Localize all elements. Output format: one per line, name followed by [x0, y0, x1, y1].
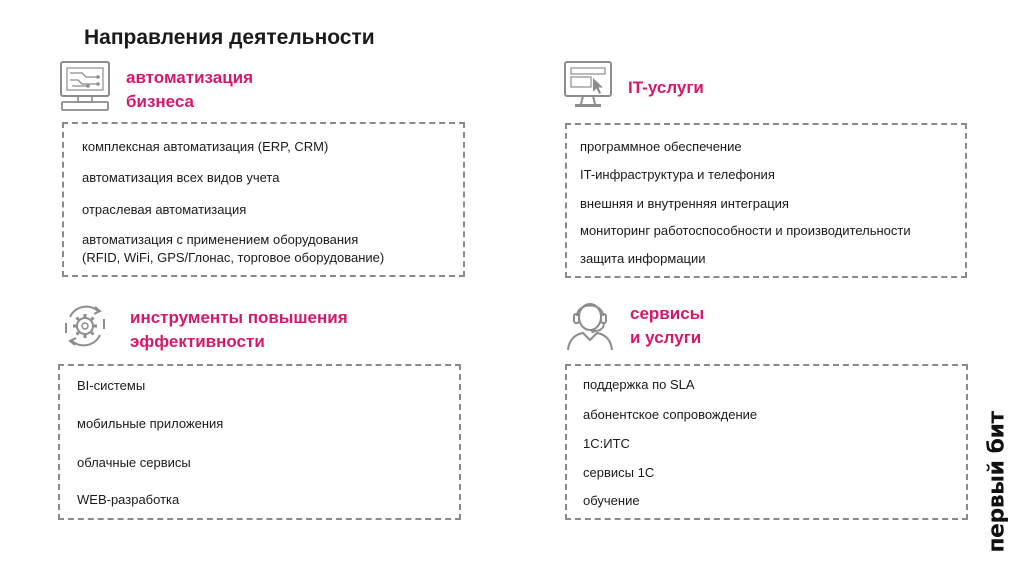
headset-operator-icon: [563, 296, 617, 352]
list-item: (RFID, WiFi, GPS/Глонас, торговое оборудование): [82, 250, 385, 265]
section-title-line: эффективности: [130, 332, 265, 351]
list-item: комплексная автоматизация (ERP, CRM): [82, 139, 329, 154]
list-item: абонентское сопровождение: [583, 407, 758, 422]
list-item: внешняя и внутренняя интеграция: [580, 196, 789, 211]
list-item: IT-инфраструктура и телефония: [580, 167, 775, 182]
list-item: автоматизация всех видов учета: [82, 170, 280, 185]
list-item: автоматизация с применением оборудования: [82, 232, 359, 247]
list-item: 1С:ИТС: [583, 436, 630, 451]
brand-logo: [982, 412, 1012, 552]
support-box: [565, 364, 968, 520]
section-title-line: бизнеса: [126, 92, 195, 111]
list-item: облачные сервисы: [77, 455, 191, 470]
list-item: программное обеспечение: [580, 139, 742, 154]
section-title-line: сервисы: [630, 304, 705, 323]
list-item: отраслевая автоматизация: [82, 202, 247, 217]
logo-text: первый бит: [984, 411, 1010, 553]
efficiency-box: [58, 364, 461, 520]
section-title-automation: [126, 66, 253, 114]
it-services-box: [565, 123, 967, 278]
gear-cycle-icon: [60, 301, 110, 351]
section-title-support: [630, 302, 704, 350]
section-title-it-services: [628, 76, 704, 100]
list-item: WEB-разработка: [77, 492, 180, 507]
automation-box: [62, 122, 465, 277]
section-title-line: автоматизация: [126, 68, 254, 87]
list-item: мобильные приложения: [77, 416, 224, 431]
section-title-efficiency: [130, 306, 348, 354]
list-item: поддержка по SLA: [583, 377, 695, 392]
list-item: BI-системы: [77, 378, 146, 393]
monitor-cursor-icon: [563, 60, 613, 110]
list-item: сервисы 1С: [583, 465, 655, 480]
list-item: обучение: [583, 493, 640, 508]
list-item: мониторинг работоспособности и производительности: [580, 223, 911, 238]
list-item: защита информации: [580, 251, 706, 266]
section-title-line: и услуги: [630, 328, 702, 347]
motherboard-icon: [58, 60, 112, 112]
page-title: Направления деятельности: [84, 26, 375, 49]
section-title-line: IT-услуги: [628, 78, 704, 97]
section-title-line: инструменты повышения: [130, 308, 348, 327]
